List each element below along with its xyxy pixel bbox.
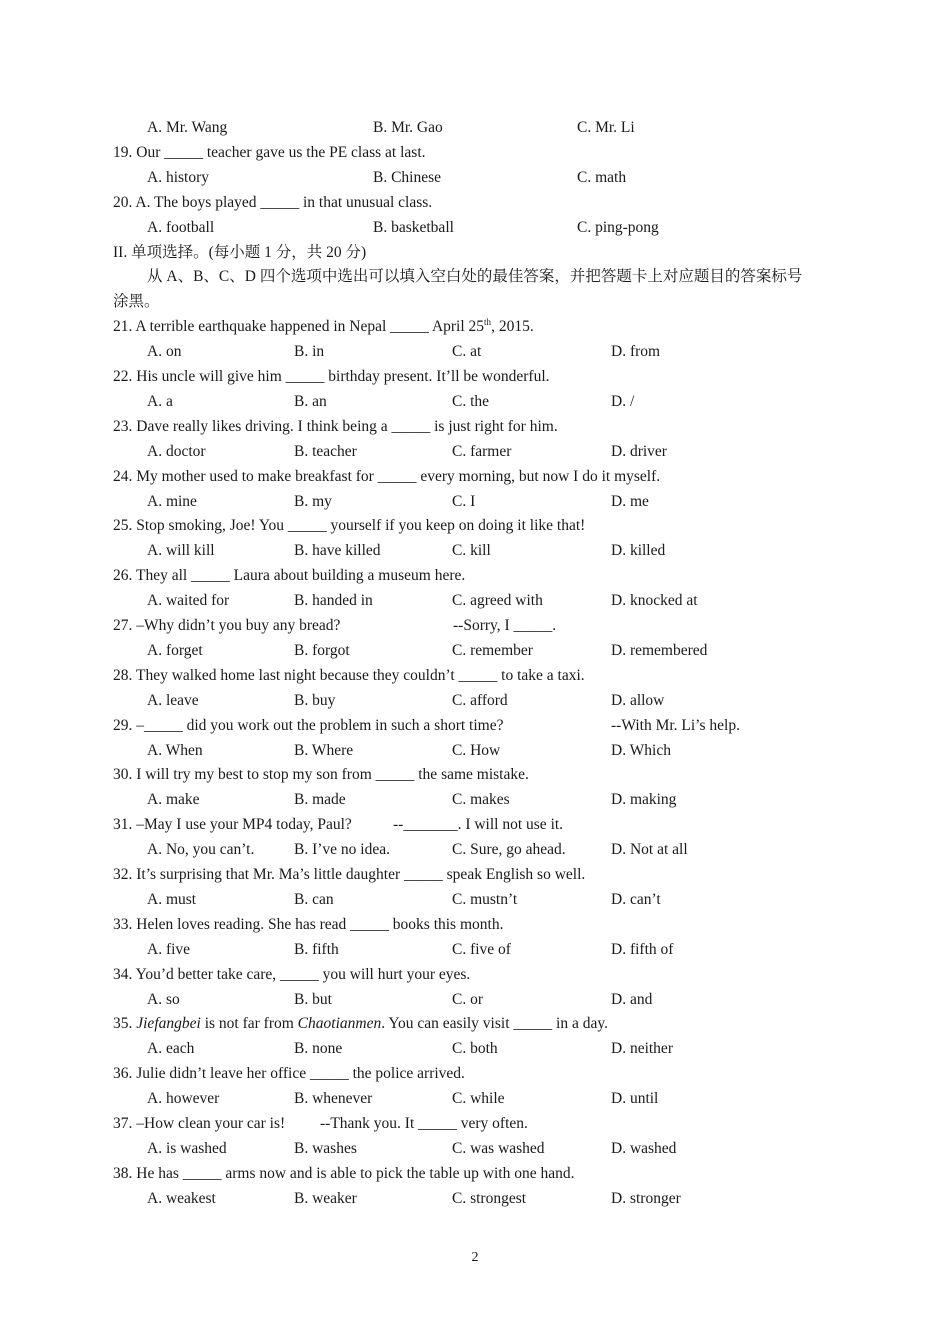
answer-option: A. Mr. Wang	[147, 119, 228, 136]
answer-option: B. can	[294, 890, 334, 908]
instruction-text: 从 A、B、C、D 四个选项中选出可以填入空白处的最佳答案，并把答题卡上对应题目的答案标号	[147, 268, 803, 286]
question-text: 26. They all _____ Laura about building a museum here.	[113, 567, 466, 585]
question-text-part: , 2015.	[491, 318, 534, 336]
question-reply: --_______. I will not use it.	[393, 816, 564, 834]
section-title: II. 单项选择。(每小题 1 分，共 20 分)	[113, 243, 367, 261]
answer-option: D. fifth of	[611, 940, 674, 958]
answer-option: D. making	[611, 791, 677, 809]
question-text: 29. –_____ did you work out the problem in such a short time?	[113, 716, 504, 734]
answer-option: C. both	[452, 1040, 498, 1058]
answer-option: B. made	[294, 791, 346, 809]
answer-option: B. whenever	[294, 1090, 373, 1108]
answer-option: A. so	[147, 990, 180, 1008]
answer-option: D. until	[611, 1090, 659, 1108]
answer-option: C. agreed with	[452, 592, 543, 610]
question-text: 36. Julie didn’t leave her office _____ the police arrived.	[113, 1065, 465, 1083]
page-number: 2	[471, 1250, 479, 1265]
answer-option: C. I	[452, 492, 476, 510]
question-text: 37. –How clean your car is!	[113, 1115, 286, 1132]
answer-option: A. is washed	[147, 1139, 227, 1157]
answer-option: B. forgot	[294, 641, 350, 659]
answer-option: B. buy	[294, 691, 336, 709]
answer-option: D. stronger	[611, 1189, 681, 1207]
answer-option: A. waited for	[147, 592, 230, 610]
question-text: 19. Our _____ teacher gave us the PE class at last.	[113, 143, 426, 161]
answer-option: C. while	[452, 1090, 505, 1108]
question-reply: --With Mr. Li’s help.	[611, 716, 740, 734]
question-text: 涂黑。	[113, 293, 160, 311]
answer-option: A. make	[147, 791, 200, 809]
answer-option: D. neither	[611, 1040, 673, 1058]
answer-option: D. killed	[611, 542, 666, 560]
answer-option: D. remembered	[611, 641, 708, 659]
answer-option: A. each	[147, 1040, 195, 1058]
answer-option: D. Not at all	[611, 841, 688, 859]
answer-option: A. a	[147, 392, 173, 410]
answer-option: B. but	[294, 990, 332, 1008]
question-text	[113, 315, 534, 339]
answer-option: B. washes	[294, 1139, 357, 1157]
answer-option: C. strongest	[452, 1189, 527, 1207]
question-text: 24. My mother used to make breakfast for _____ every morning, but now I do it myself.	[113, 467, 661, 485]
answer-option: A. When	[147, 741, 203, 759]
question-text: 28. They walked home last night because they couldn’t _____ to take a taxi.	[113, 666, 585, 684]
answer-option: A. five	[147, 940, 191, 958]
answer-option: B. Mr. Gao	[373, 119, 443, 136]
answer-option: A. mine	[147, 492, 197, 510]
answer-option: C. the	[452, 392, 490, 410]
answer-option: D. can’t	[611, 890, 661, 908]
answer-option: C. farmer	[452, 442, 512, 460]
answer-option: B. I’ve no idea.	[294, 841, 390, 859]
question-text: 30. I will try my best to stop my son from _____ the same mistake.	[113, 766, 529, 784]
answer-option: D. allow	[611, 691, 665, 709]
question-text-part: 21. A terrible earthquake happened in Nepal _____ April 25	[113, 318, 485, 336]
answer-option: A. leave	[147, 691, 199, 709]
superscript: th	[484, 317, 492, 328]
answer-option: B. teacher	[294, 442, 357, 460]
answer-option: C. mustn’t	[452, 890, 518, 908]
answer-option: B. basketball	[373, 218, 454, 236]
answer-option: B. my	[294, 492, 332, 510]
answer-option: A. forget	[147, 641, 203, 659]
answer-option: D. washed	[611, 1139, 677, 1157]
answer-option: B. an	[294, 392, 327, 410]
answer-option: A. football	[147, 218, 215, 236]
question-reply: --Sorry, I _____.	[453, 617, 557, 634]
answer-option: C. math	[577, 168, 627, 186]
answer-option: B. none	[294, 1040, 343, 1058]
question-text-part: . You can easily visit _____ in a day.	[381, 1015, 608, 1033]
answer-option: D. knocked at	[611, 592, 698, 610]
answer-option: B. fifth	[294, 940, 339, 958]
question-text: 22. His uncle will give him _____ birthday present. It’ll be wonderful.	[113, 368, 550, 385]
answer-option: C. remember	[452, 641, 533, 659]
question-text: 32. It’s surprising that Mr. Ma’s little daughter _____ speak English so well.	[113, 866, 586, 883]
answer-option: B. in	[294, 343, 325, 361]
answer-option: A. on	[147, 343, 182, 361]
answer-option: A. will kill	[147, 542, 215, 560]
question-text: 34. You’d better take care, _____ you will hurt your eyes.	[113, 965, 471, 983]
answer-option: B. Chinese	[373, 168, 442, 186]
answer-option: D. and	[611, 990, 653, 1008]
question-text: 33. Helen loves reading. She has read _____ books this month.	[113, 915, 504, 933]
answer-option: A. history	[147, 168, 209, 186]
answer-option: A. must	[147, 890, 197, 908]
answer-option: D. me	[611, 492, 649, 510]
question-text: 38. He has _____ arms now and is able to pick the table up with one hand.	[113, 1164, 575, 1182]
answer-option: B. weaker	[294, 1189, 357, 1207]
question-text: 25. Stop smoking, Joe! You _____ yourself if you keep on doing it like that!	[113, 517, 586, 535]
answer-option: C. was washed	[452, 1139, 545, 1157]
question-reply: --Thank you. It _____ very often.	[320, 1115, 528, 1132]
answer-option: C. Mr. Li	[577, 119, 635, 136]
place-name: Jiefangbei	[136, 1015, 201, 1033]
answer-option: C. Sure, go ahead.	[452, 841, 566, 859]
question-text: 31. –May I use your MP4 today, Paul?	[113, 816, 352, 834]
question-text-part: is not far from	[200, 1015, 298, 1033]
answer-option: A. doctor	[147, 442, 206, 460]
answer-option: C. five of	[452, 940, 511, 958]
answer-option: C. afford	[452, 691, 508, 709]
question-text: 27. –Why didn’t you buy any bread?	[113, 617, 341, 634]
answer-option: B. Where	[294, 741, 354, 759]
answer-option: A. weakest	[147, 1189, 216, 1207]
question-text: 23. Dave really likes driving. I think being a _____ is just right for him.	[113, 417, 558, 435]
answer-option: C. kill	[452, 542, 491, 560]
answer-option: D. from	[611, 343, 661, 361]
answer-option: C. at	[452, 343, 482, 361]
answer-option: A. No, you can’t.	[147, 841, 255, 859]
place-name: Chaotianmen	[297, 1015, 382, 1033]
answer-option: D. driver	[611, 442, 667, 460]
answer-option: C. or	[452, 990, 483, 1008]
question-text-part: 35.	[113, 1015, 137, 1033]
answer-option: D. Which	[611, 741, 671, 759]
question-text: 20. A. The boys played _____ in that unusual class.	[113, 193, 433, 211]
answer-option: C. ping-pong	[577, 218, 659, 236]
answer-option: C. makes	[452, 791, 510, 809]
answer-option: B. handed in	[294, 592, 373, 610]
answer-option: A. however	[147, 1090, 220, 1108]
answer-option: B. have killed	[294, 542, 381, 560]
answer-option: D. /	[611, 392, 635, 410]
question-text	[113, 1012, 608, 1036]
answer-option: C. How	[452, 741, 501, 759]
